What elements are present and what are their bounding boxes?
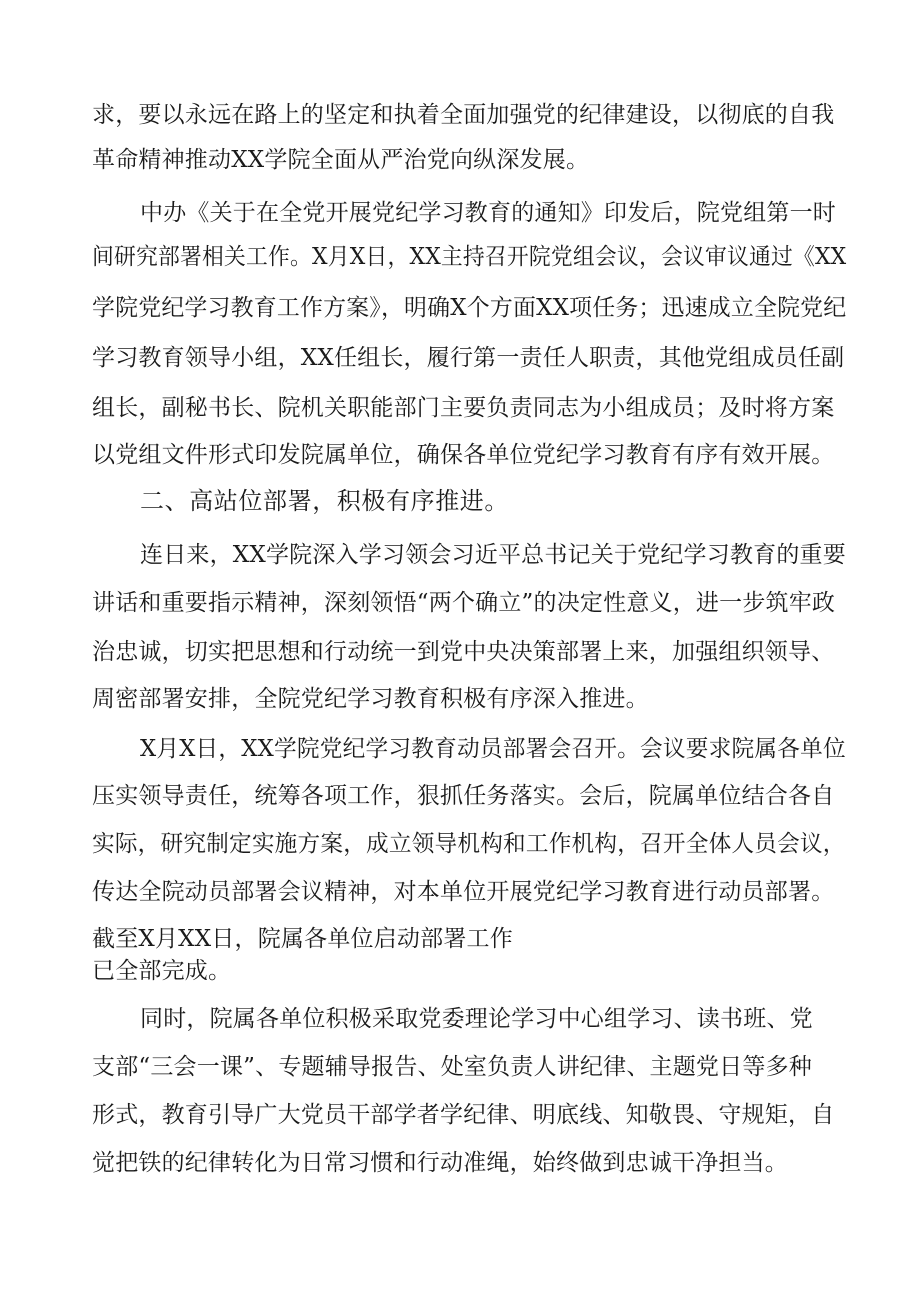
paragraph-line: 传达全院动员部署会议精神，对本单位开展党纪学习教育进行动员部署。	[92, 879, 835, 905]
paragraph-line: 支部“三会一课”、专题辅导报告、处室负责人讲纪律、主题党日等多种	[92, 1054, 812, 1080]
paragraph-line: 形式，教育引导广大党员干部学者学纪律、明底线、知敬畏、守规矩，自	[92, 1102, 835, 1128]
paragraph-line: 间研究部署相关工作。X月X日，XX主持召开院党组会议，会议审议通过《XX	[92, 244, 847, 270]
paragraph-line: 革命精神推动XX学院全面从严治党向纵深发展。	[92, 147, 590, 173]
paragraph-line: 讲话和重要指示精神，深刻领悟“两个确立”的决定性意义，进一步筑牢政	[92, 590, 836, 616]
paragraph-line: 治忠诚，切实把思想和行动统一到党中央决策部署上来，加强组织领导、	[92, 639, 835, 665]
paragraph-line: 以党组文件形式印发院属单位，确保各单位党纪学习教育有序有效开展。	[92, 442, 835, 468]
paragraph-line: 压实领导责任，统筹各项工作，狠抓任务落实。会后，院属单位结合各自	[92, 783, 835, 809]
section-heading: 二、高站位部署，积极有序推进。	[140, 487, 509, 515]
paragraph-line: 学习教育领导小组，XX任组长，履行第一责任人职责，其他党组成员任副	[92, 345, 845, 371]
paragraph-line: 已全部完成。	[92, 958, 232, 984]
paragraph-line: 组长，副秘书长、院机关职能部门主要负责同志为小组成员；及时将方案	[92, 395, 835, 421]
paragraph-line: X月X日，XX学院党纪学习教育动员部署会召开。会议要求院属各单位	[140, 736, 846, 762]
paragraph-line: 实际，研究制定实施方案，成立领导机构和工作机构，召开全体人员会议，	[92, 831, 846, 857]
paragraph-line: 学院党纪学习教育工作方案》，明确X个方面XX项任务；迅速成立全院党纪	[92, 295, 847, 321]
paragraph-line: 中办《关于在全党开展党纪学习教育的通知》印发后，院党组第一时	[140, 200, 836, 226]
paragraph-line: 求，要以永远在路上的坚定和执着全面加强党的纪律建设，以彻底的自我	[92, 102, 835, 128]
paragraph-line: 同时，院属各单位积极采取党委理论学习中心组学习、读书班、党	[140, 1006, 813, 1032]
paragraph-line: 觉把铁的纪律转化为日常习惯和行动准绳，始终做到忠诚干净担当。	[92, 1150, 788, 1176]
paragraph-line: 截至X月XX日，院属各单位启动部署工作	[92, 926, 513, 952]
paragraph-line: 周密部署安排，全院党纪学习教育积极有序深入推进。	[92, 686, 649, 712]
paragraph-line: 连日来，XX学院深入学习领会习近平总书记关于党纪学习教育的重要	[140, 542, 846, 568]
